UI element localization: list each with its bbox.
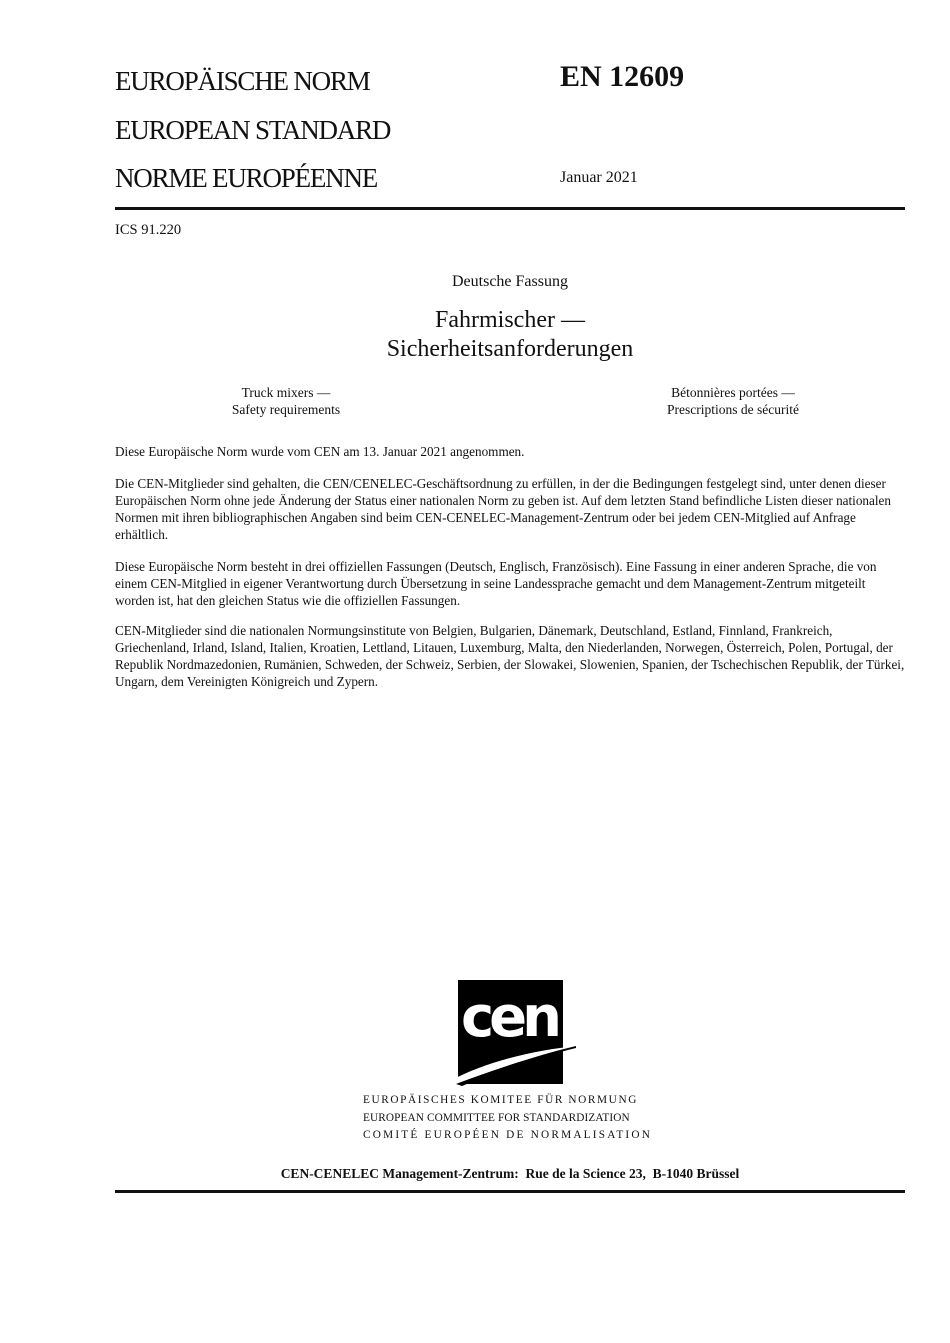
committee-name-de: EUROPÄISCHES KOMITEE FÜR NORMUNG <box>363 1094 638 1106</box>
svg-text:cen: cen <box>460 985 558 1050</box>
ics-code: ICS 91.220 <box>115 222 182 238</box>
management-centre-address: CEN-CENELEC Management-Zentrum: Rue de la Science 23, B-1040 Brüssel <box>280 1166 740 1181</box>
french-title-line-2: Prescriptions de sécurité <box>667 402 799 417</box>
norm-title-de: EUROPÄISCHE NORM <box>115 66 370 96</box>
cen-members-list-paragraph: CEN-Mitglieder sind die nationalen Normungsinstitute von Belgien, Bulgarien, Dänemark, Deutschland, Estland, Finnland, Frankreich, Griechenland, Irland, Island, Italien, Kroatien, Lettland, Litauen, Luxemburg, Malta, den Niederlanden, Norwegen, Österreich, Polen, Portugal, der Republik Nordmazedonien, Rumänien, Schweden, der Schweiz, Serbien, der Slowakei, Slowenien, Spanien, der Tschechischen Republik, der Türkei, Ungarn, dem Vereinigten Königreich und Zypern. <box>115 623 905 689</box>
document-title <box>115 306 905 364</box>
publication-date: Januar 2021 <box>560 169 638 186</box>
english-title-line-2: Safety requirements <box>231 402 341 417</box>
version-label: Deutsche Fassung <box>452 273 568 290</box>
norm-title-fr: NORME EUROPÉENNE <box>115 163 378 193</box>
norm-title-en: EUROPEAN STANDARD <box>115 115 391 145</box>
title-line-2: Sicherheitsanforderungen <box>386 336 634 362</box>
english-title <box>156 384 416 418</box>
cen-logo <box>458 980 563 1084</box>
standard-number: EN 12609 <box>560 60 685 93</box>
cen-members-obligation-paragraph: Die CEN-Mitglieder sind gehalten, die CEN/CENELEC-Geschäftsordnung zu erfüllen, in der die Bedingungen festgelegt sind, unter denen dieser Europäischen Norm ohne jede Änderung der Status einer nationalen Norm zu geben ist. Auf dem letzten Stand befindliche Listen dieser nationalen Normen mit ihren bibliographischen Angaben sind beim CEN-CENELEC-Management-Zentrum oder bei jedem CEN-Mitglied auf Anfrage erhältlich. <box>115 476 891 542</box>
footer-divider <box>115 1190 905 1193</box>
header-divider <box>115 207 905 210</box>
committee-name-en: EUROPEAN COMMITTEE FOR STANDARDIZATION <box>363 1111 630 1124</box>
english-title-line-1: Truck mixers — <box>241 385 331 400</box>
title-line-1: Fahrmischer — <box>435 307 585 333</box>
french-title <box>603 384 863 418</box>
committee-name-fr: COMITÉ EUROPÉEN DE NORMALISATION <box>363 1129 653 1141</box>
committee-names <box>363 1092 663 1145</box>
official-versions-paragraph: Diese Europäische Norm besteht in drei offiziellen Fassungen (Deutsch, Englisch, Französisch). Eine Fassung in einer anderen Sprache, die von einem CEN-Mitglied in eigener Verantwortung durch Übersetzung in seine Landessprache gemacht und dem Management-Zentrum mitgeteilt worden ist, hat den gleichen Status wie die offiziellen Fassungen. <box>115 559 877 608</box>
adoption-paragraph: Diese Europäische Norm wurde vom CEN am 13. Januar 2021 angenommen. <box>115 444 525 459</box>
french-title-line-1: Bétonnières portées — <box>671 385 795 400</box>
